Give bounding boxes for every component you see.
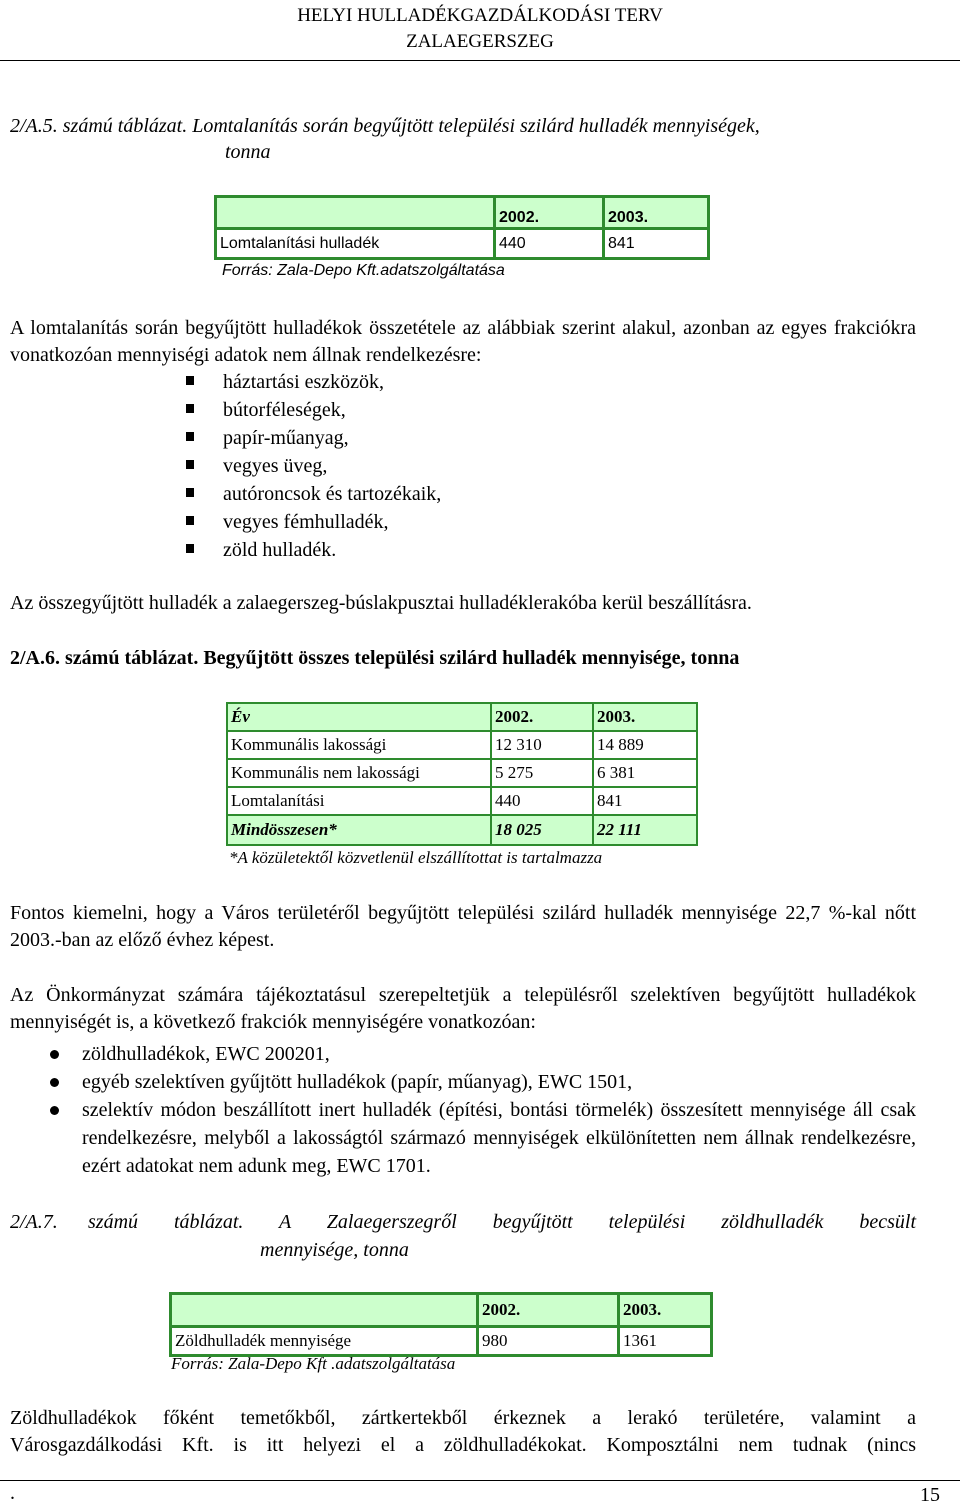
list-item: háztartási eszközök, xyxy=(186,368,441,396)
square-bullet-icon xyxy=(186,516,194,525)
table-row xyxy=(227,731,697,759)
table6-cell: 12 310 xyxy=(491,731,593,759)
paragraph-composition: A lomtalanítás során begyűjtött hulladékok összetétele az alábbiak szerint alakul, azonban az egyes frakciókra vonatkozóan mennyiségi adatok nem állnak rendelkezésre: xyxy=(10,317,916,366)
paragraph-green-waste-line2: Városgazdálkodási Kft. is itt helyezi el a zöldhulladékokat. Komposztálni nem tudnak (nincs xyxy=(10,1434,916,1456)
table7-header-2003: 2003. xyxy=(619,1294,712,1327)
table7-caption-prefix: 2/A.7. xyxy=(10,1211,58,1233)
table6-cell: Lomtalanítási xyxy=(227,787,491,815)
square-bullet-icon xyxy=(186,460,194,469)
paragraph-green-waste-line1: Zöldhulladékok főként temetőkből, zártkertekből érkeznek a lerakó területére, valamint a xyxy=(10,1407,916,1429)
square-bullet-icon xyxy=(186,432,194,441)
table6-total-row xyxy=(227,815,697,845)
table7-header-2002: 2002. xyxy=(478,1294,619,1327)
list-item: bútorféleségek, xyxy=(186,396,441,424)
table5-header-2003: 2003. xyxy=(604,197,709,229)
square-bullet-icon xyxy=(186,488,194,497)
table6-cell: 841 xyxy=(593,787,697,815)
table6-header-2002: 2002. xyxy=(491,703,593,731)
table7-source: Forrás: Zala-Depo Kft .adatszolgáltatása xyxy=(171,1354,456,1373)
table6-cell: 14 889 xyxy=(593,731,697,759)
list-item: vegyes üveg, xyxy=(186,452,441,480)
table6-header-year: Év xyxy=(227,703,491,731)
footer-left: . xyxy=(10,1482,15,1504)
table5-caption-line2: tonna xyxy=(225,141,271,163)
header-title: HELYI HULLADÉKGAZDÁLKODÁSI TERV xyxy=(297,5,663,26)
header-subtitle: ZALAEGERSZEG xyxy=(406,31,554,52)
table6-cell: Kommunális nem lakossági xyxy=(227,759,491,787)
table7 xyxy=(169,1292,713,1357)
fraction-list xyxy=(186,368,441,564)
list-item: autóroncsok és tartozékaik, xyxy=(186,480,441,508)
footer-rule xyxy=(0,1480,960,1481)
table7-caption-line1-row xyxy=(10,1208,916,1236)
list-item: papír-műanyag, xyxy=(186,424,441,452)
list-item: zöldhulladékok, EWC 200201, xyxy=(10,1040,916,1068)
table5 xyxy=(214,195,710,260)
square-bullet-icon xyxy=(186,404,194,413)
list-item: zöld hulladék. xyxy=(186,536,441,564)
paragraph-landfill: Az összegyűjtött hulladék a zalaegerszeg-búslakpusztai hulladéklerakóba kerül beszállításra. xyxy=(10,592,752,614)
table6-header-2003: 2003. xyxy=(593,703,697,731)
table-row xyxy=(227,759,697,787)
table7-row-2003: 1361 xyxy=(619,1327,712,1356)
round-bullet-icon xyxy=(50,1106,59,1115)
table5-row-2003: 841 xyxy=(604,229,709,259)
table6-cell: 6 381 xyxy=(593,759,697,787)
table7-caption-line1: számú táblázat. A Zalaegerszegről begyűjtött települési zöldhulladék becsült xyxy=(88,1211,916,1233)
table6-total-label: Mindösszesen* xyxy=(227,815,491,845)
table7-row-label: Zöldhulladék mennyisége xyxy=(171,1327,478,1356)
table6-cell: 5 275 xyxy=(491,759,593,787)
table6 xyxy=(226,702,698,846)
table7-caption-line2: mennyisége, tonna xyxy=(260,1239,409,1261)
paragraph-selective: Az Önkormányzat számára tájékoztatásul szerepeltetjük a településről szelektíven begyűjtött hulladékok mennyiségét is, a következő frakciók mennyiségére vonatkozóan: xyxy=(10,984,916,1033)
table5-header-blank xyxy=(216,197,495,229)
list-item: egyéb szelektíven gyűjtött hulladékok (papír, műanyag), EWC 1501, xyxy=(10,1068,916,1096)
table6-total-2003: 22 111 xyxy=(593,815,697,845)
header-rule xyxy=(0,60,960,61)
table5-row-2002: 440 xyxy=(495,229,604,259)
table5-header-2002: 2002. xyxy=(495,197,604,229)
table7-header-blank xyxy=(171,1294,478,1327)
table6-caption: 2/A.6. számú táblázat. Begyűjtött összes települési szilárd hulladék mennyisége, tonna xyxy=(10,647,740,669)
table5-row-label: Lomtalanítási hulladék xyxy=(216,229,495,259)
round-bullet-icon xyxy=(50,1050,59,1059)
table-row xyxy=(227,787,697,815)
list-item: szelektív módon beszállított inert hulladék (építési, bontási törmelék) összesített mennyisége áll csak rendelkezésre, melyből a lakosságtól származó mennyiségek elkülönítetten nem állnak rendelkezésre, ezért adatokat nem adunk meg, EWC 1701. xyxy=(10,1096,916,1180)
selective-list xyxy=(10,1040,916,1180)
table5-source: Forrás: Zala-Depo Kft.adatszolgáltatása xyxy=(222,262,505,279)
table6-cell: Kommunális lakossági xyxy=(227,731,491,759)
square-bullet-icon xyxy=(186,544,194,553)
paragraph-increase: Fontos kiemelni, hogy a Város területéről begyűjtött települési szilárd hulladék mennyisége 22,7 %-kal nőtt 2003.-ban az előző évhez képest. xyxy=(10,902,916,951)
table5-caption-line1: 2/A.5. számú táblázat. Lomtalanítás során begyűjtött települési szilárd hulladék mennyiségek, xyxy=(10,115,760,137)
page-number: 15 xyxy=(920,1484,940,1506)
round-bullet-icon xyxy=(50,1078,59,1087)
table7-caption xyxy=(10,1208,916,1264)
table5-caption xyxy=(10,113,760,165)
table7-row-2002: 980 xyxy=(478,1327,619,1356)
table6-total-2002: 18 025 xyxy=(491,815,593,845)
list-item: vegyes fémhulladék, xyxy=(186,508,441,536)
square-bullet-icon xyxy=(186,376,194,385)
table6-cell: 440 xyxy=(491,787,593,815)
table6-footnote: *A közületektől közvetlenül elszállítottat is tartalmazza xyxy=(229,848,603,867)
